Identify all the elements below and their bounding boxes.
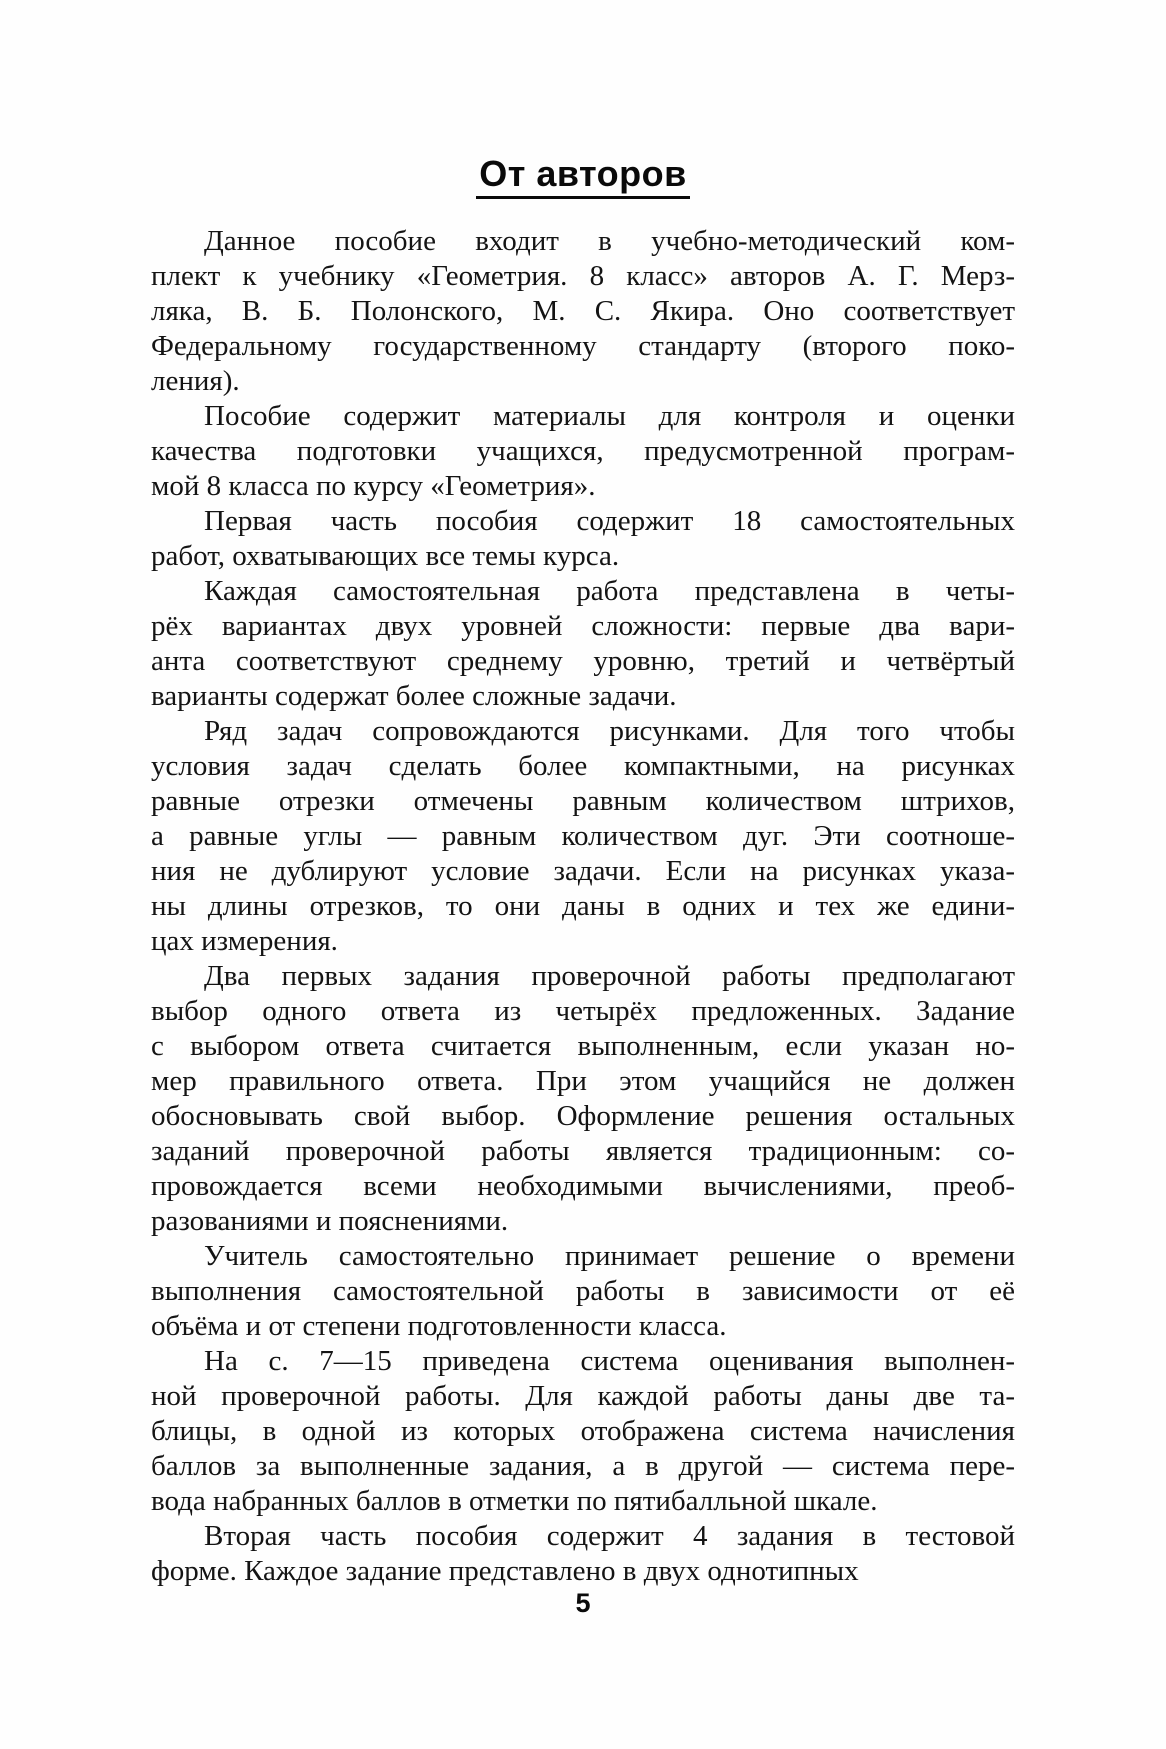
- text-line: форме. Каждое задание представлено в двух однотипных: [151, 1555, 859, 1587]
- text-line: плект к учебнику «Геометрия. 8 класс» авторов А. Г. Мерз-: [151, 260, 1015, 292]
- text-line: объёма и от степени подготовленности класса.: [151, 1310, 727, 1342]
- text-line: цах измерения.: [151, 925, 338, 957]
- paragraph: [151, 1519, 1015, 1589]
- text-line: На с. 7—15 приведена система оценивания выполнен-: [204, 1345, 1015, 1377]
- paragraph: [151, 959, 1015, 1239]
- body-text: [151, 224, 1015, 1589]
- text-line: с выбором ответа считается выполненным, если указан но-: [151, 1030, 1015, 1062]
- text-line: Два первых задания проверочной работы предполагают: [204, 960, 1015, 992]
- text-line: выбор одного ответа из четырёх предложенных. Задание: [151, 995, 1015, 1027]
- text-line: блицы, в одной из которых отображена система начисления: [151, 1415, 1015, 1447]
- text-line: выполнения самостоятельной работы в зависимости от её: [151, 1275, 1015, 1307]
- text-line: Пособие содержит материалы для контроля и оценки: [204, 400, 1015, 432]
- text-line: провождается всеми необходимыми вычислениями, преоб-: [151, 1170, 1015, 1202]
- text-line: баллов за выполненные задания, а в другой — система пере-: [151, 1450, 1015, 1482]
- paragraph: [151, 1239, 1015, 1344]
- paragraph: [151, 399, 1015, 504]
- text-line: качества подготовки учащихся, предусмотренной програм-: [151, 435, 1015, 467]
- text-line: ны длины отрезков, то они даны в одних и тех же едини-: [151, 890, 1015, 922]
- text-line: вода набранных баллов в отметки по пятибалльной шкале.: [151, 1485, 878, 1517]
- text-line: ляка, В. Б. Полонского, М. С. Якира. Оно соответствует: [151, 295, 1015, 327]
- text-line: ния не дублируют условие задачи. Если на рисунках указа-: [151, 855, 1015, 887]
- page-number: 5: [575, 1588, 591, 1618]
- paragraph: [151, 574, 1015, 714]
- text-line: обосновывать свой выбор. Оформление решения остальных: [151, 1100, 1015, 1132]
- paragraph: [151, 1344, 1015, 1519]
- text-line: Первая часть пособия содержит 18 самостоятельных: [204, 505, 1015, 537]
- paragraph: [151, 224, 1015, 399]
- section-title: От авторов: [476, 153, 690, 199]
- text-line: мой 8 класса по курсу «Геометрия».: [151, 470, 596, 502]
- text-line: а равные углы — равным количеством дуг. Эти соотноше-: [151, 820, 1015, 852]
- text-line: Каждая самостоятельная работа представлена в четы-: [204, 575, 1015, 607]
- text-line: разованиями и пояснениями.: [151, 1205, 509, 1237]
- text-line: ления).: [151, 365, 240, 397]
- text-line: ной проверочной работы. Для каждой работы даны две та-: [151, 1380, 1015, 1412]
- text-line: рёх вариантах двух уровней сложности: первые два вари-: [151, 610, 1015, 642]
- text-line: варианты содержат более сложные задачи.: [151, 680, 677, 712]
- section-title-row: [151, 153, 1015, 199]
- text-line: работ, охватывающих все темы курса.: [151, 540, 620, 572]
- text-line: Данное пособие входит в учебно-методический ком-: [204, 225, 1015, 257]
- paragraph: [151, 504, 1015, 574]
- text-line: Вторая часть пособия содержит 4 задания в тестовой: [204, 1520, 1015, 1552]
- text-line: Федеральному государственному стандарту (второго поко-: [151, 330, 1015, 362]
- text-line: заданий проверочной работы является традиционным: со-: [151, 1135, 1015, 1167]
- text-line: условия задач сделать более компактными, на рисунках: [151, 750, 1015, 782]
- text-line: Учитель самостоятельно принимает решение о времени: [204, 1240, 1015, 1272]
- text-line: Ряд задач сопровождаются рисунками. Для того чтобы: [204, 715, 1015, 747]
- text-line: анта соответствуют среднему уровню, третий и четвёртый: [151, 645, 1015, 677]
- text-line: равные отрезки отмечены равным количеством штрихов,: [151, 785, 1015, 817]
- paragraph: [151, 714, 1015, 959]
- text-line: мер правильного ответа. При этом учащийся не должен: [151, 1065, 1015, 1097]
